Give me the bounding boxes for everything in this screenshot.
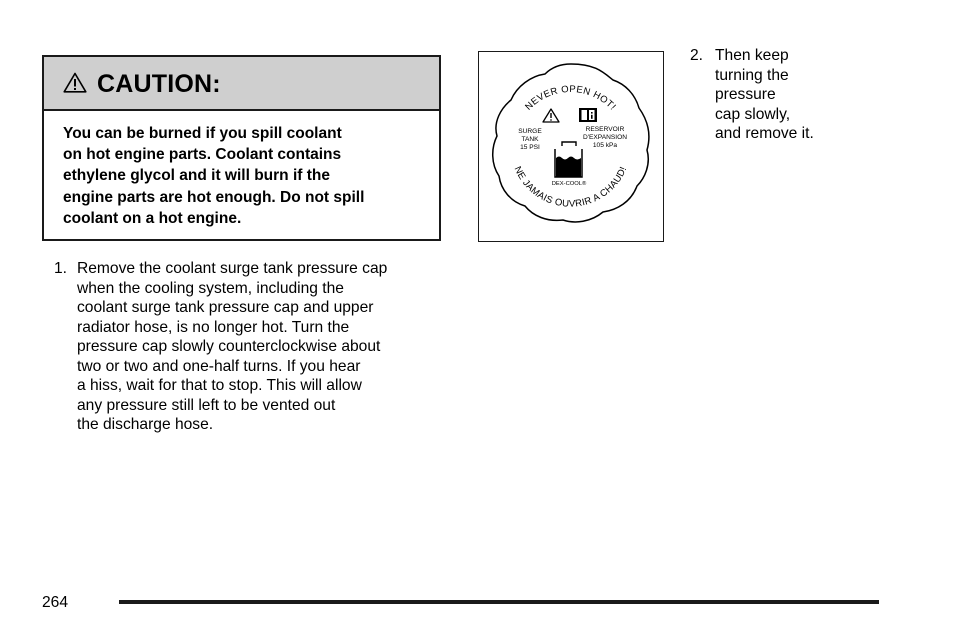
footer-divider [119,600,879,604]
step-number: 2. [690,47,704,64]
cap-left-label: 15 PSI [520,144,540,151]
caution-line: engine parts are hot enough. Do not spill [63,188,365,206]
step-line: when the cooling system, including the [77,279,344,297]
step-line: cap slowly, [715,105,791,123]
caution-title: CAUTION: [97,70,221,98]
step-line: pressure cap slowly counterclockwise about [77,338,381,355]
cap-right-label: D'EXPANSION [582,134,628,141]
pressure-cap-illustration [479,52,662,240]
cap-top-arc-text: NEVER OPEN HOT! [523,83,618,113]
warning-triangle-icon [63,72,87,93]
step-line: a hiss, wait for that to stop. This will allow [77,377,362,394]
owner-manual-icon [579,108,597,122]
step-line: any pressure still left to be vented out [77,396,336,414]
caution-header [44,57,439,111]
cap-left-label: TANK [521,136,539,143]
caution-line: ethylene glycol and it will burn if the [63,167,330,185]
step-line: coolant surge tank pressure cap and upper [77,299,374,316]
coolant-label: DEX-COOL® [551,181,587,187]
step-line: Remove the coolant surge tank pressure cap [77,260,388,277]
step-line: two or two and one-half turns. If you hear [77,357,361,375]
step-text [715,46,814,144]
step-line: Then keep [715,47,789,64]
step-line: radiator hose, is no longer hot. Turn the [77,318,350,336]
cap-left-label: SURGE [518,128,542,135]
cap-right-label: 105 kPa [592,142,618,149]
step-line: and remove it. [715,125,814,142]
step-line: pressure [715,86,776,103]
caution-line: You can be burned if you spill coolant [63,125,342,142]
caution-box [42,55,441,241]
step-text [77,259,387,435]
caution-text [63,123,435,229]
step-line: turning the [715,66,789,84]
cap-bottom-arc-text: NE JAMAIS OUVRIR A CHAUD! [511,164,630,210]
step-number: 1. [54,260,68,277]
caution-line: coolant on a hot engine. [63,209,242,227]
caution-line: on hot engine parts. Coolant contains [63,146,342,164]
step-line: the discharge hose. [77,416,214,433]
cap-right-label: RESERVOIR [585,126,625,133]
pressure-cap-figure [478,51,664,242]
page-number: 264 [42,594,69,611]
